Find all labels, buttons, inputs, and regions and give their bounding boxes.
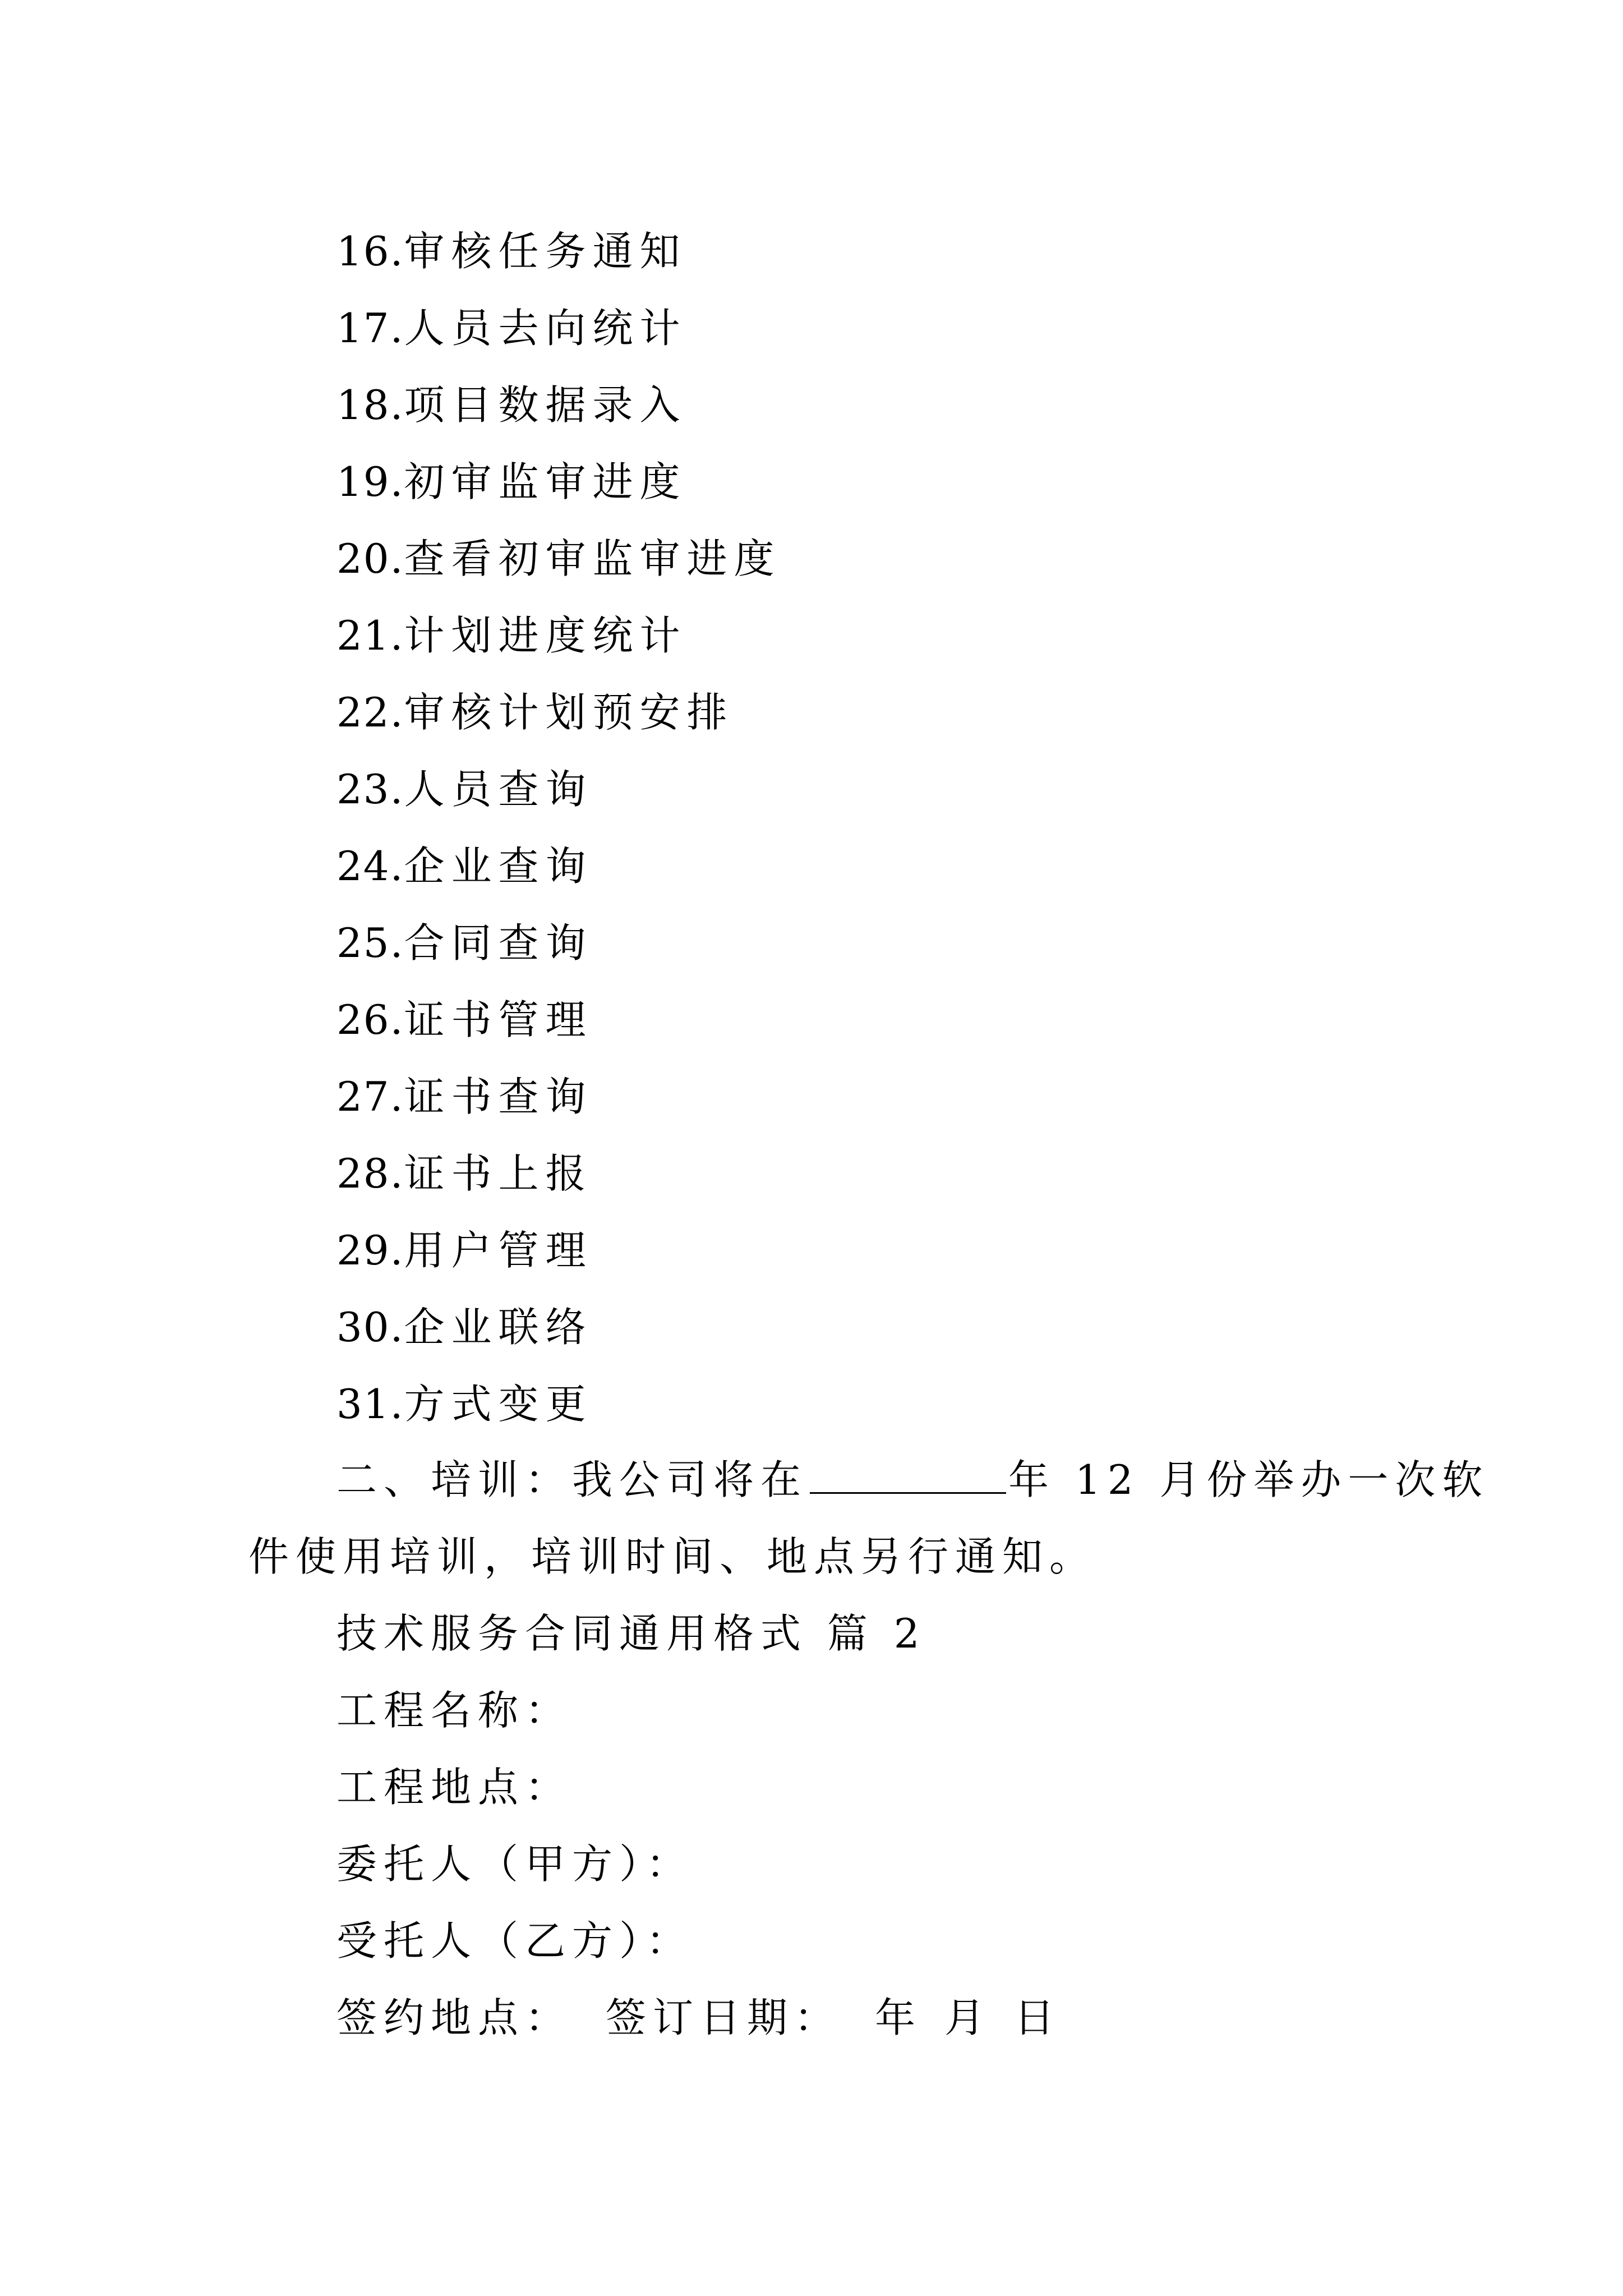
list-item-text: 计划进度统计 bbox=[404, 612, 687, 659]
sign-date-label: 签订日期： bbox=[606, 1994, 842, 2041]
list-item-text: 证书上报 bbox=[404, 1150, 593, 1197]
list-item-number: 25. bbox=[336, 919, 404, 967]
list-item bbox=[336, 1135, 781, 1212]
list-item bbox=[336, 982, 781, 1059]
list-item-text: 审核任务通知 bbox=[404, 228, 687, 275]
list-item bbox=[336, 1059, 781, 1135]
list-item bbox=[336, 367, 781, 444]
client-label: 委托人（甲方）： bbox=[336, 1841, 694, 1888]
list-item bbox=[336, 1289, 781, 1366]
list-item-number: 29. bbox=[336, 1227, 404, 1274]
project-name-label: 工程名称： bbox=[336, 1687, 573, 1734]
project-location-label: 工程地点： bbox=[336, 1764, 573, 1811]
list-item bbox=[336, 521, 781, 597]
contractor-label: 受托人（乙方）： bbox=[336, 1917, 694, 1964]
list-item bbox=[336, 751, 781, 828]
section-heading: 技术服务合同通用格式 篇 2 bbox=[336, 1610, 926, 1657]
list-item-text: 证书管理 bbox=[404, 996, 593, 1043]
feature-list bbox=[336, 213, 781, 1443]
list-item-text: 方式变更 bbox=[404, 1381, 593, 1428]
list-item bbox=[336, 674, 781, 751]
list-item-number: 20. bbox=[336, 535, 404, 582]
list-item-number: 21. bbox=[336, 612, 404, 659]
training-paragraph bbox=[248, 1442, 1490, 1595]
year-label: 年 bbox=[875, 1994, 923, 2041]
list-item bbox=[336, 213, 781, 290]
list-item bbox=[336, 444, 781, 521]
list-item-number: 23. bbox=[336, 766, 404, 813]
list-item bbox=[336, 597, 781, 674]
list-item-number: 16. bbox=[336, 228, 404, 275]
list-item-text: 人员去向统计 bbox=[404, 305, 687, 352]
list-item-number: 19. bbox=[336, 458, 404, 505]
list-item bbox=[336, 828, 781, 905]
list-item bbox=[336, 290, 781, 367]
sign-place-label: 签约地点： bbox=[336, 1994, 573, 2041]
training-prefix: 二、培训：我公司将在 bbox=[336, 1456, 808, 1503]
list-item-text: 查看初审监审进度 bbox=[404, 535, 781, 582]
training-line-2: 件使用培训，培训时间、地点另行通知。 bbox=[248, 1533, 1097, 1580]
list-item-number: 28. bbox=[336, 1150, 404, 1197]
training-suffix: 年 12 月份举办一次软 bbox=[1008, 1456, 1490, 1503]
signing-row bbox=[336, 1980, 1061, 2056]
list-item-text: 人员查询 bbox=[404, 766, 593, 813]
month-label: 月 bbox=[944, 1994, 992, 2041]
list-item-number: 30. bbox=[336, 1304, 404, 1351]
list-item-text: 用户管理 bbox=[404, 1227, 593, 1274]
list-item-text: 初审监审进度 bbox=[404, 458, 687, 505]
list-item-number: 22. bbox=[336, 689, 404, 736]
list-item-text: 企业查询 bbox=[404, 843, 593, 890]
list-item-text: 项目数据录入 bbox=[404, 381, 687, 429]
list-item bbox=[336, 1366, 781, 1443]
list-item-text: 审核计划预安排 bbox=[404, 689, 734, 736]
list-item-number: 26. bbox=[336, 996, 404, 1043]
list-item bbox=[336, 1212, 781, 1289]
list-item-number: 17. bbox=[336, 305, 404, 352]
list-item-number: 24. bbox=[336, 843, 404, 890]
day-label: 日 bbox=[1014, 1994, 1062, 2041]
list-item-text: 证书查询 bbox=[404, 1073, 593, 1120]
list-item-number: 31. bbox=[336, 1381, 404, 1428]
list-item-number: 27. bbox=[336, 1073, 404, 1120]
list-item-text: 企业联络 bbox=[404, 1304, 593, 1351]
list-item-text: 合同查询 bbox=[404, 919, 593, 967]
training-line-1 bbox=[248, 1442, 1490, 1519]
year-blank-underline bbox=[810, 1458, 1006, 1494]
contract-section bbox=[336, 1595, 1061, 2056]
list-item-number: 18. bbox=[336, 381, 404, 429]
list-item bbox=[336, 905, 781, 982]
